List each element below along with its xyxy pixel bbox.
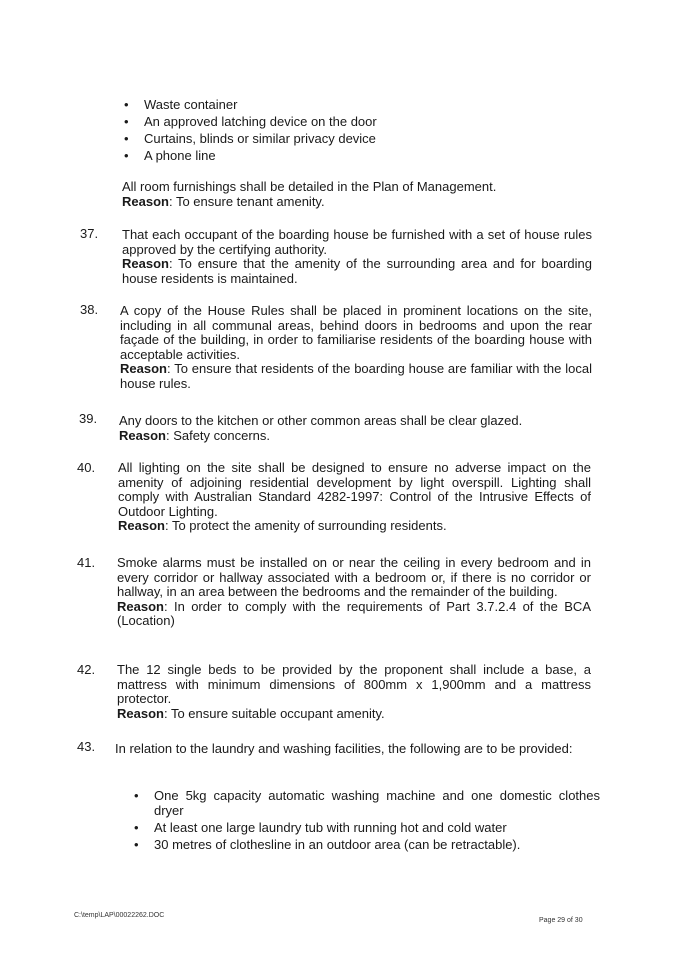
condition-text: In relation to the laundry and washing facilities, the following are to be provided:	[115, 741, 573, 756]
reason-label: Reason	[122, 256, 169, 271]
laundry-list	[130, 788, 600, 854]
condition-40	[118, 461, 591, 534]
bullet-icon: •	[124, 97, 129, 112]
condition-number: 40.	[77, 460, 96, 475]
bullet-icon: •	[124, 148, 129, 163]
list-item	[122, 96, 602, 113]
condition-43	[115, 742, 589, 757]
condition-number: 43.	[77, 739, 96, 754]
condition-number: 41.	[77, 555, 96, 570]
list-item-text: A phone line	[144, 148, 216, 163]
reason-label: Reason	[119, 427, 166, 443]
condition-number: 42.	[77, 662, 96, 677]
condition-text: The 12 single beds to be provided by the proponent shall include a base, a mattress with minimum dimensions of 800mm x 1,900mm and a mattress protector.	[117, 662, 591, 706]
reason-text: : To ensure tenant amenity.	[168, 193, 325, 209]
condition-text: All lighting on the site shall be designed to ensure no adverse impact on the amenity of adjoining residential development by light overspill. Lighting shall comply with Australian Standard 4282-1997: Control of the Intrusive Effects of Outdoor Lighting.	[118, 460, 591, 519]
condition-reason	[122, 257, 592, 286]
condition-reason	[117, 707, 591, 722]
footer-page-number: Page 29 of 30	[539, 917, 583, 924]
reason-label: Reason	[120, 361, 167, 376]
list-item-text: At least one large laundry tub with running hot and cold water	[154, 820, 507, 835]
reason-text: : To ensure that the amenity of the surrounding area and for boarding house residents is maintained.	[122, 256, 592, 286]
condition-text: A copy of the House Rules shall be placed in prominent locations on the site, including in all communal areas, behind doors in bedrooms and upon the rear façade of the building, in order to familiarise residents of the boarding house with acceptable activities.	[120, 303, 592, 362]
reason-label: Reason	[117, 705, 164, 721]
condition-39	[119, 414, 591, 443]
condition-reason	[118, 519, 591, 534]
reason-text: : To ensure suitable occupant amenity.	[163, 705, 385, 721]
list-item	[122, 147, 602, 164]
intro-reason	[122, 195, 592, 210]
reason-text: : To protect the amenity of surrounding residents.	[164, 518, 447, 533]
bullet-icon: •	[134, 788, 139, 803]
condition-37	[122, 228, 592, 286]
list-item-text: Waste container	[144, 97, 238, 112]
list-item	[130, 788, 600, 818]
condition-number: 38.	[80, 302, 99, 317]
bullet-icon: •	[134, 837, 139, 852]
condition-reason	[120, 362, 592, 391]
reason-text: : To ensure that residents of the boarding house are familiar with the local house rules.	[120, 361, 592, 391]
bullet-icon: •	[124, 114, 129, 129]
list-item	[130, 837, 600, 852]
bullet-icon: •	[124, 131, 129, 146]
list-item-text: An approved latching device on the door	[144, 114, 377, 129]
reason-text: : In order to comply with the requirements of Part 3.7.2.4 of the BCA (Location)	[117, 598, 591, 628]
condition-text: Smoke alarms must be installed on or near the ceiling in every bedroom and in every corridor or hallway associated with a bedroom or, if there is no corridor or hallway, in an area between the bedrooms and the remainder of the building.	[117, 555, 591, 599]
condition-reason	[119, 429, 591, 444]
condition-number: 39.	[79, 411, 98, 426]
list-item-text: Curtains, blinds or similar privacy device	[144, 131, 376, 146]
reason-label: Reason	[118, 518, 165, 533]
intro-text: All room furnishings shall be detailed in the Plan of Management.	[122, 179, 497, 194]
condition-reason	[117, 600, 591, 629]
furnishing-list	[122, 96, 602, 164]
condition-text: That each occupant of the boarding house be furnished with a set of house rules approved by the certifying authority.	[122, 227, 592, 257]
reason-text: : Safety concerns.	[165, 427, 271, 443]
list-item-text: 30 metres of clothesline in an outdoor area (can be retractable).	[154, 837, 521, 852]
condition-42	[117, 663, 591, 721]
list-item	[122, 130, 602, 147]
condition-text: Any doors to the kitchen or other common areas shall be clear glazed.	[119, 413, 523, 428]
list-item	[122, 113, 602, 130]
reason-label: Reason	[122, 193, 169, 209]
reason-label: Reason	[117, 598, 164, 614]
intro-paragraph	[122, 180, 592, 209]
bullet-icon: •	[134, 820, 139, 835]
condition-38	[120, 304, 592, 391]
list-item	[130, 820, 600, 835]
condition-number: 37.	[80, 226, 99, 241]
list-item-text: One 5kg capacity automatic washing machine and one domestic clothes dryer	[154, 788, 600, 818]
footer-file-path: C:\temp\LAP\00022262.DOC	[74, 912, 165, 919]
condition-41	[117, 556, 591, 629]
